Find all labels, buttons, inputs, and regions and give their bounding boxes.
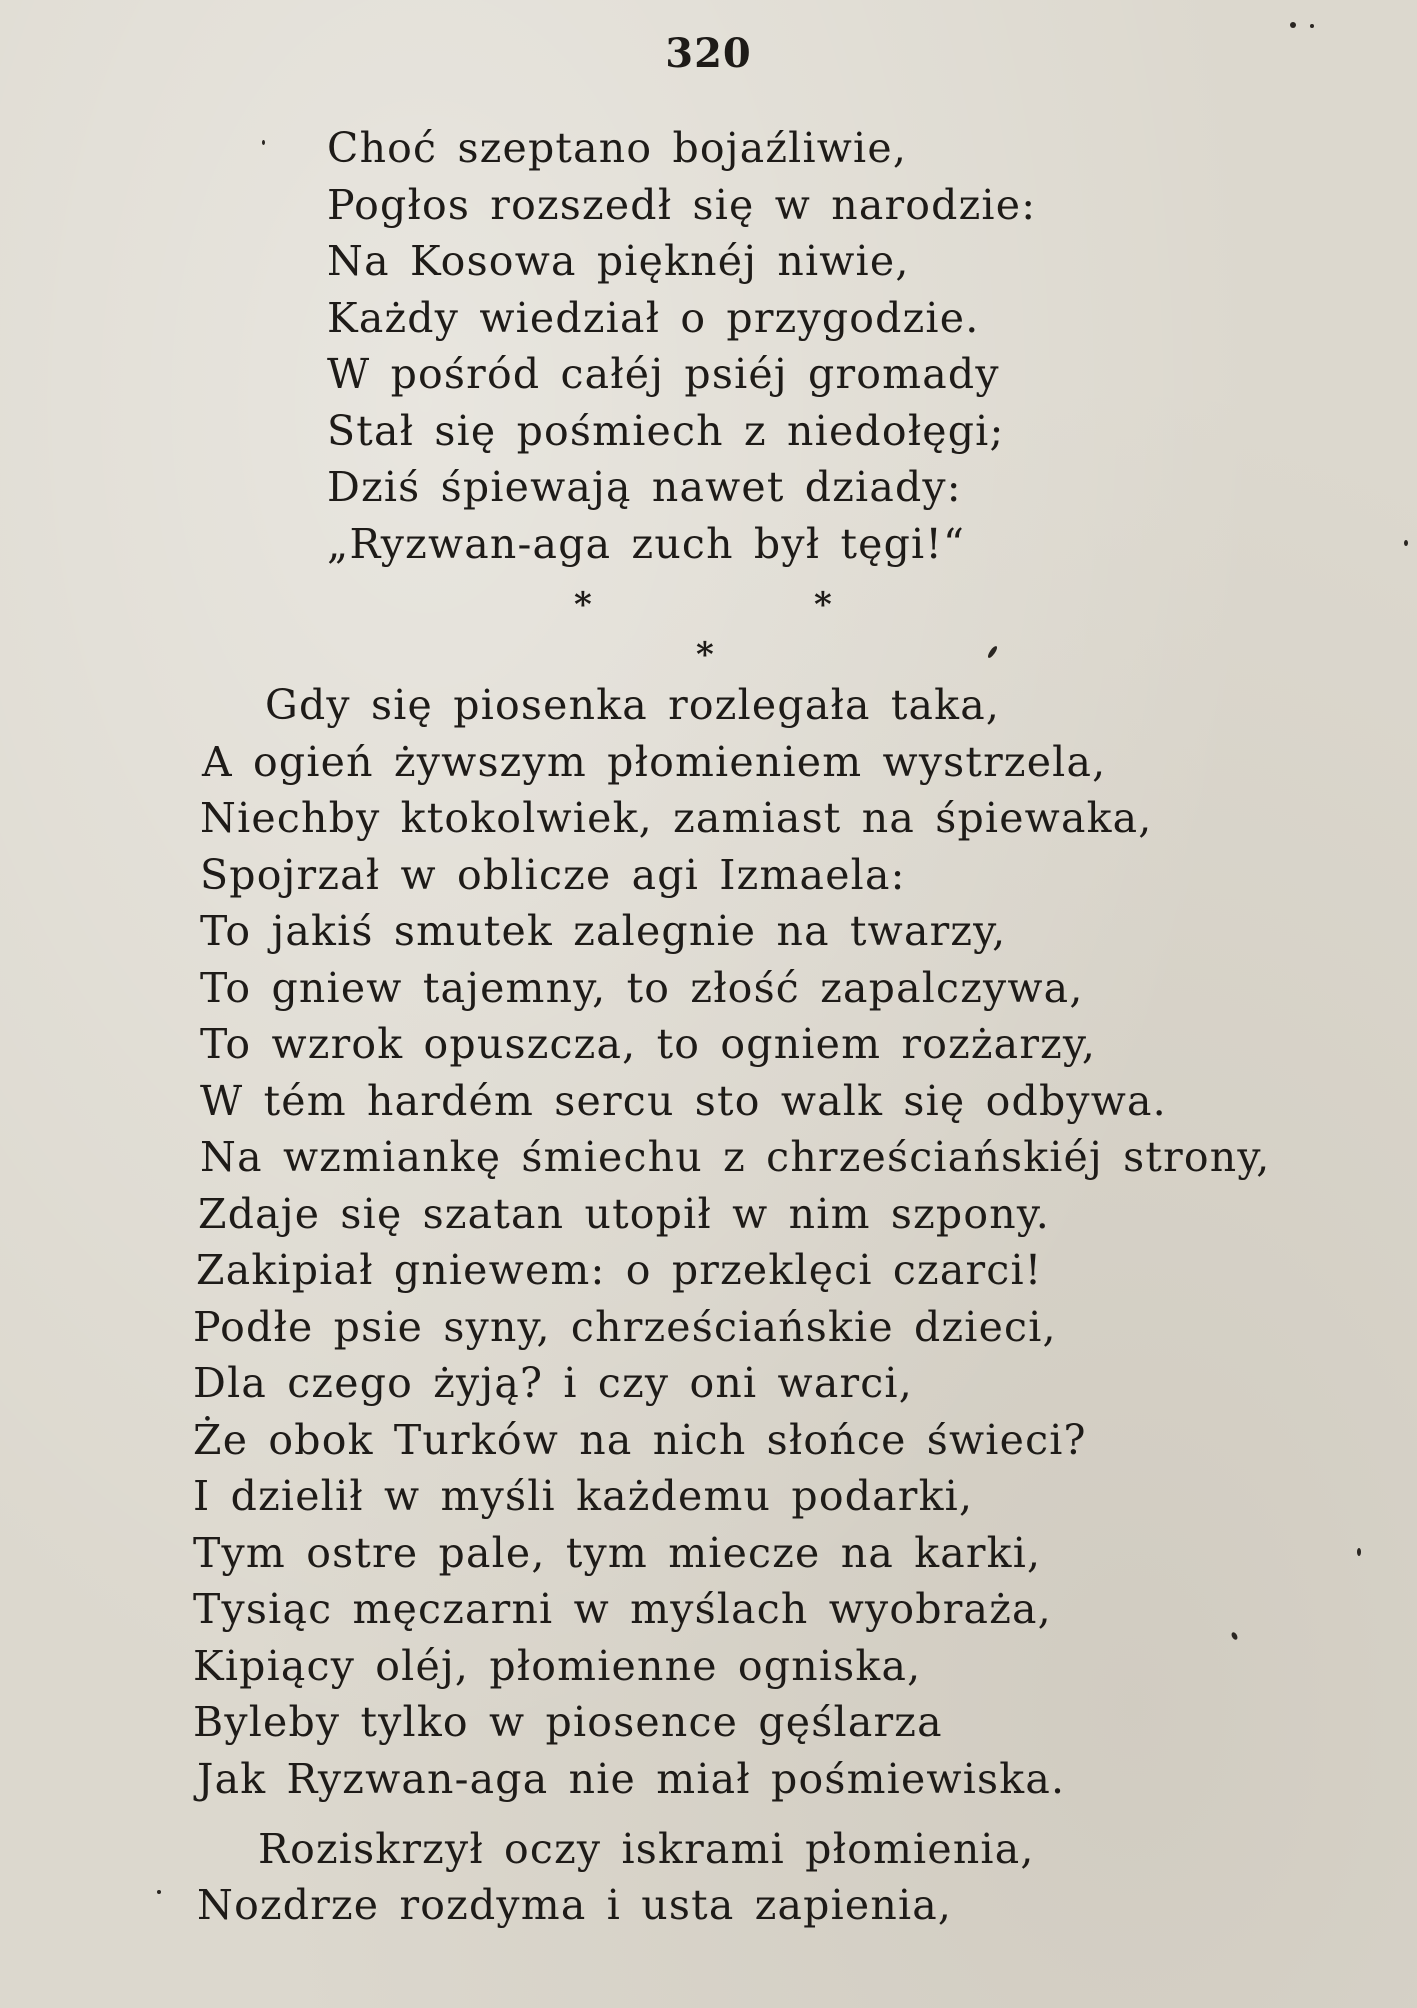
verse-line: A ogień żywszym płomieniem wystrzela,: [202, 737, 1107, 786]
verse-line: Choć szeptano bojaźliwie,: [327, 124, 908, 172]
verse-line: Zakipiał gniewem: o przeklęci czarci!: [196, 1246, 1043, 1294]
verse-line: „Ryzwan-aga zuch był tęgi!“: [327, 519, 966, 568]
verse-line: W tém hardém sercu sto walk się odbywa.: [200, 1076, 1167, 1125]
verse-line: Dziś śpiewają nawet dziady:: [327, 463, 962, 511]
verse-line: Kipiący oléj, płomienne ogniska,: [193, 1641, 922, 1690]
verse-line: To wzrok opuszcza, to ogniem rozżarzy,: [200, 1020, 1097, 1068]
verse-line: Gdy się piosenka rozlegała taka,: [265, 681, 1001, 729]
verse-line: Tysiąc męczarni w myślach wyobraża,: [193, 1585, 1052, 1633]
print-speck: [262, 140, 265, 145]
verse-line: Każdy wiedział o przygodzie.: [327, 293, 980, 342]
verse-line: To jakiś smutek zalegnie na twarzy,: [200, 907, 1007, 955]
print-speck: [1290, 22, 1296, 28]
verse-line: I dzielił w myśli każdemu podarki,: [193, 1472, 974, 1520]
print-speck: [986, 645, 998, 659]
page-number: 320: [665, 30, 752, 77]
verse-line: Roziskrzył oczy iskrami płomienia,: [258, 1825, 1035, 1873]
verse-line: Tym ostre pale, tym miecze na karki,: [193, 1528, 1042, 1577]
verse-line: Niechby ktokolwiek, zamiast na śpiewaka,: [200, 794, 1153, 842]
print-speck: [1230, 1631, 1238, 1640]
print-speck: [1404, 540, 1408, 546]
asterism-star: *: [696, 635, 714, 675]
verse-line: Zdaje się szatan utopił w nim szpony.: [198, 1189, 1051, 1238]
verse-line: Na wzmiankę śmiechu z chrześciańskiéj strony,: [200, 1133, 1271, 1181]
verse-line: Spojrzał w oblicze agi Izmaela:: [200, 850, 906, 899]
asterism-star: *: [574, 585, 592, 625]
asterism-star: *: [814, 585, 832, 625]
verse-line: Stał się pośmiech z niedołęgi;: [327, 406, 1005, 455]
print-speck: [157, 1890, 161, 1894]
verse-line: Że obok Turków na nich słońce świeci?: [193, 1415, 1087, 1464]
verse-line: To gniew tajemny, to złość zapalczywa,: [200, 963, 1084, 1012]
verse-line: Pogłos rozszedł się w narodzie:: [327, 180, 1037, 229]
verse-line: Nozdrze rozdyma i usta zapienia,: [197, 1881, 953, 1929]
verse-line: Dla czego żyją? i czy oni warci,: [193, 1359, 913, 1407]
verse-line: W pośród całéj psiéj gromady: [327, 350, 1000, 398]
verse-line: Na Kosowa pięknéj niwie,: [327, 237, 910, 285]
print-speck: [1357, 1548, 1361, 1556]
print-speck: [1310, 24, 1314, 28]
verse-line: Jak Ryzwan-aga nie miał pośmiewiska.: [197, 1754, 1066, 1803]
verse-line: Podłe psie syny, chrześciańskie dzieci,: [193, 1302, 1057, 1351]
verse-line: Byleby tylko w piosence gęślarza: [193, 1698, 943, 1746]
